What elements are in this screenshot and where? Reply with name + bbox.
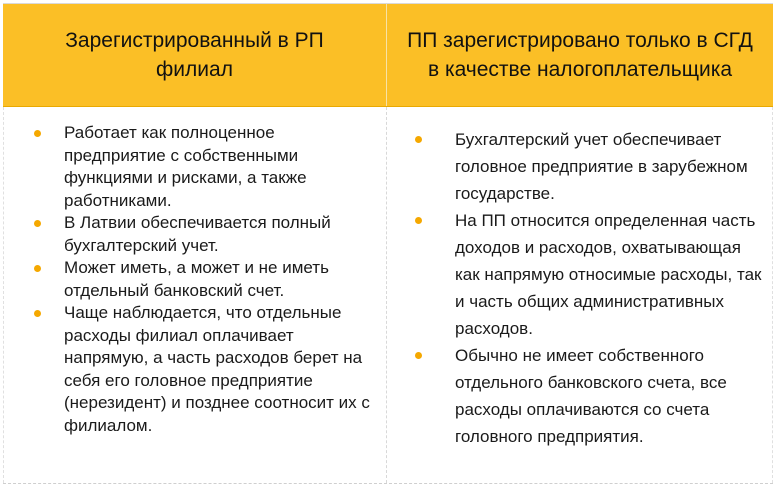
list-item-text: Обычно не имеет собственного отдельного банковского счета, все расходы оплачиваются со счета головного предприятия.	[455, 346, 727, 446]
list-item-text: Может иметь, а может и не иметь отдельный банковский счет.	[64, 258, 329, 300]
left-bullet-list	[34, 122, 376, 437]
bullet-icon	[34, 220, 41, 227]
table-body-row	[3, 107, 773, 483]
list-item-text: Чаще наблюдается, что отдельные расходы филиал оплачивает напрямую, а часть расходов берет на себя его головное предприятие (нерезидент) и позднее соотносит их с филиалом.	[64, 303, 370, 435]
list-item-text: Работает как полноценное предприятие с собственными функциями и рисками, а также работниками.	[64, 123, 307, 210]
header-registered-branch: Зарегистрированный в РП филиал	[3, 4, 387, 106]
bullet-icon	[34, 265, 41, 272]
table-header-row	[3, 4, 773, 107]
list-item	[34, 257, 376, 302]
list-item	[413, 207, 762, 342]
list-item	[34, 122, 376, 212]
list-item	[34, 212, 376, 257]
bullet-icon	[34, 310, 41, 317]
list-item	[413, 342, 762, 450]
bullet-icon	[34, 130, 41, 137]
list-item	[34, 302, 376, 437]
list-item	[413, 126, 762, 207]
list-item-text: На ПП относится определенная часть доходов и расходов, охватывающая как напрямую относимые расходы, так и часть общих административных расходов.	[455, 211, 762, 338]
bullet-icon	[415, 217, 422, 224]
left-column-cell	[3, 107, 387, 483]
bullet-icon	[415, 136, 422, 143]
right-bullet-list	[413, 126, 762, 450]
header-pe-registered-taxpayer: ПП зарегистрировано только в СГД в качестве налогоплательщика	[407, 29, 753, 81]
comparison-table	[3, 3, 773, 484]
bullet-icon	[415, 352, 422, 359]
list-item-text: Бухгалтерский учет обеспечивает головное предприятие в зарубежном государстве.	[455, 130, 748, 203]
list-item-text: В Латвии обеспечивается полный бухгалтерский учет.	[64, 213, 331, 255]
right-column-cell	[387, 107, 773, 483]
